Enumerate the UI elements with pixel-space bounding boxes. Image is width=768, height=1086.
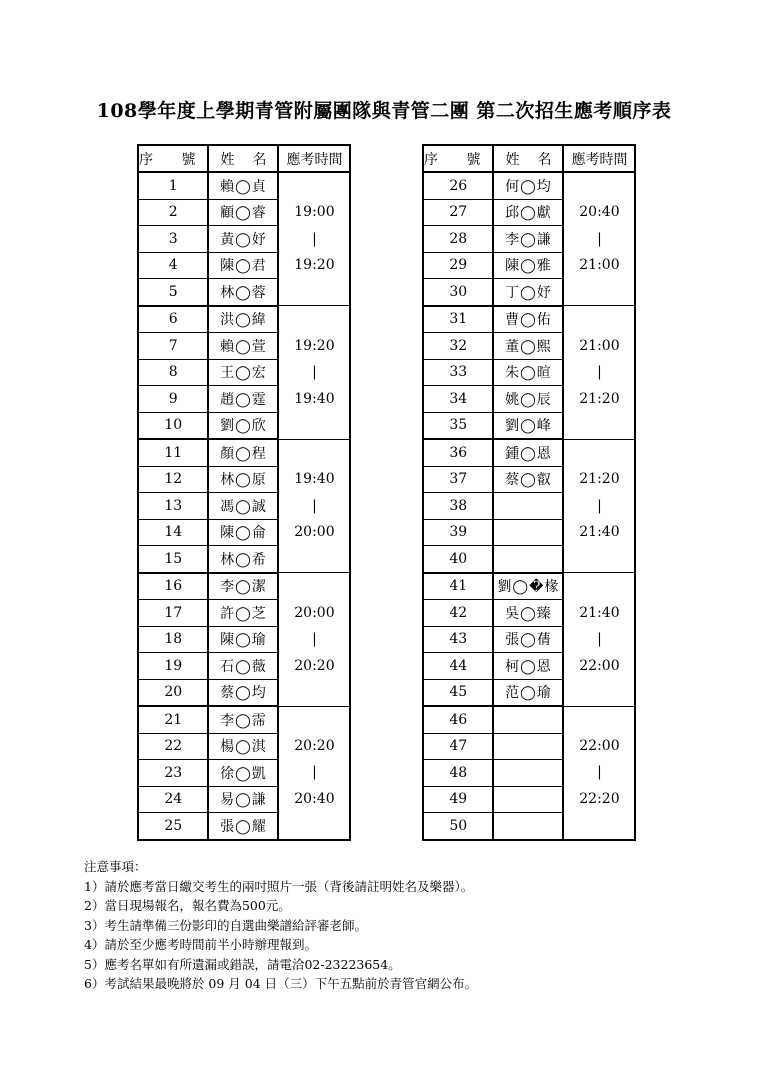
time-slot-cell bbox=[278, 573, 350, 707]
name-cell: 徐◯凱 bbox=[208, 760, 278, 787]
name-cell: 林◯蓉 bbox=[208, 279, 278, 306]
name-cell bbox=[493, 733, 563, 760]
seq-cell: 24 bbox=[138, 786, 208, 813]
time-end: 20:40 bbox=[294, 790, 335, 807]
name-cell bbox=[493, 519, 563, 546]
seq-cell: 39 bbox=[423, 519, 493, 546]
time-slot-cell bbox=[278, 439, 350, 573]
note-item: 5）應考名單如有所遺漏或錯誤，請電洽02-23223654。 bbox=[84, 956, 401, 972]
note-item: 3）考生請準備三份影印的自選曲樂譜給評審老師。 bbox=[84, 917, 367, 933]
seq-cell: 25 bbox=[138, 813, 208, 840]
time-start: 19:20 bbox=[294, 337, 335, 354]
seq-cell: 4 bbox=[138, 252, 208, 279]
time-separator: | bbox=[312, 631, 317, 647]
name-cell bbox=[493, 706, 563, 733]
time-slot-cell bbox=[563, 306, 635, 440]
name-cell: 董◯熙 bbox=[493, 333, 563, 360]
time-separator: | bbox=[312, 497, 317, 514]
time-separator: | bbox=[597, 230, 602, 247]
seq-cell: 28 bbox=[423, 226, 493, 253]
table-row bbox=[423, 306, 635, 333]
time-end: 22:20 bbox=[579, 790, 620, 807]
time-slot-cell bbox=[563, 706, 635, 840]
table-row bbox=[423, 706, 635, 733]
seq-cell: 11 bbox=[138, 439, 208, 466]
seq-cell: 32 bbox=[423, 333, 493, 360]
table-header-row bbox=[138, 145, 350, 172]
time-separator: | bbox=[597, 364, 602, 380]
seq-cell: 22 bbox=[138, 733, 208, 760]
seq-cell: 42 bbox=[423, 600, 493, 627]
time-separator: | bbox=[312, 364, 317, 380]
seq-cell: 46 bbox=[423, 706, 493, 733]
name-cell: 姚◯辰 bbox=[493, 386, 563, 413]
header-time: 應考時間 bbox=[278, 145, 350, 172]
seq-cell: 38 bbox=[423, 493, 493, 520]
seq-cell: 34 bbox=[423, 386, 493, 413]
time-slot-cell bbox=[563, 573, 635, 707]
seq-cell: 44 bbox=[423, 653, 493, 680]
name-cell: 李◯謙 bbox=[493, 226, 563, 253]
seq-cell: 19 bbox=[138, 653, 208, 680]
seq-cell: 16 bbox=[138, 573, 208, 600]
time-start: 21:00 bbox=[579, 337, 620, 354]
time-slot-cell bbox=[278, 172, 350, 306]
name-cell: 劉◯峰 bbox=[493, 412, 563, 439]
time-start: 19:40 bbox=[294, 471, 335, 487]
header-name-a: 姓 bbox=[505, 151, 520, 168]
seq-cell: 29 bbox=[423, 252, 493, 279]
name-cell: 李◯潔 bbox=[208, 573, 278, 600]
name-cell: 蔡◯叡 bbox=[493, 466, 563, 493]
header-name bbox=[493, 145, 563, 172]
header-seq: 序 號 bbox=[423, 145, 493, 172]
header-name bbox=[208, 145, 278, 172]
seq-cell: 7 bbox=[138, 333, 208, 360]
name-cell: 易◯謙 bbox=[208, 786, 278, 813]
time-start: 20:00 bbox=[294, 604, 335, 621]
time-end: 21:20 bbox=[579, 390, 620, 407]
seq-cell: 3 bbox=[138, 226, 208, 253]
table-header-row bbox=[423, 145, 635, 172]
time-separator: | bbox=[597, 497, 602, 514]
name-cell: 王◯宏 bbox=[208, 359, 278, 386]
name-cell: 陳◯瑜 bbox=[208, 626, 278, 653]
name-cell: 李◯霈 bbox=[208, 706, 278, 733]
table-row bbox=[138, 706, 350, 733]
name-cell bbox=[493, 546, 563, 573]
time-end: 22:00 bbox=[579, 657, 620, 674]
name-cell: 林◯希 bbox=[208, 546, 278, 573]
seq-cell: 21 bbox=[138, 706, 208, 733]
note-item: 4）請於至少應考時間前半小時辦理報到。 bbox=[84, 937, 317, 952]
name-cell: 蔡◯均 bbox=[208, 679, 278, 706]
name-cell: 楊◯淇 bbox=[208, 733, 278, 760]
table-row bbox=[138, 439, 350, 466]
header-name-b: 名 bbox=[537, 151, 552, 168]
header-name-a: 姓 bbox=[220, 151, 235, 168]
name-cell: 丁◯妤 bbox=[493, 279, 563, 306]
name-cell: 劉◯�椽 bbox=[493, 573, 563, 600]
time-separator: | bbox=[597, 764, 602, 781]
schedule-table-right bbox=[422, 144, 636, 841]
schedule-table-left bbox=[137, 144, 351, 841]
name-cell bbox=[493, 786, 563, 813]
name-cell: 賴◯貞 bbox=[208, 172, 278, 199]
seq-cell: 18 bbox=[138, 626, 208, 653]
seq-cell: 48 bbox=[423, 760, 493, 787]
note-item: 2）當日現場報名，報名費為500元。 bbox=[84, 898, 291, 913]
time-start: 22:00 bbox=[579, 737, 620, 754]
name-cell: 洪◯緯 bbox=[208, 306, 278, 333]
seq-cell: 6 bbox=[138, 306, 208, 333]
name-cell: 馮◯誠 bbox=[208, 493, 278, 520]
seq-cell: 1 bbox=[138, 172, 208, 199]
name-cell: 劉◯欣 bbox=[208, 412, 278, 439]
time-end: 19:20 bbox=[294, 257, 335, 274]
seq-cell: 37 bbox=[423, 466, 493, 493]
name-cell: 朱◯暄 bbox=[493, 359, 563, 386]
seq-cell: 26 bbox=[423, 172, 493, 199]
name-cell bbox=[493, 760, 563, 787]
time-end: 21:40 bbox=[579, 524, 620, 540]
seq-cell: 8 bbox=[138, 359, 208, 386]
name-cell: 黃◯妤 bbox=[208, 226, 278, 253]
seq-cell: 9 bbox=[138, 386, 208, 413]
seq-cell: 10 bbox=[138, 412, 208, 439]
table-row bbox=[138, 172, 350, 199]
name-cell: 石◯薇 bbox=[208, 653, 278, 680]
name-cell: 陳◯侖 bbox=[208, 519, 278, 546]
name-cell: 范◯瑜 bbox=[493, 679, 563, 706]
name-cell bbox=[493, 493, 563, 520]
table-row bbox=[138, 306, 350, 333]
time-slot-cell bbox=[563, 439, 635, 573]
seq-cell: 43 bbox=[423, 626, 493, 653]
seq-cell: 5 bbox=[138, 279, 208, 306]
seq-cell: 50 bbox=[423, 813, 493, 840]
seq-cell: 15 bbox=[138, 546, 208, 573]
name-cell: 何◯均 bbox=[493, 172, 563, 199]
time-start: 21:20 bbox=[579, 471, 620, 487]
time-end: 19:40 bbox=[294, 390, 335, 407]
time-start: 21:40 bbox=[579, 604, 620, 621]
time-start: 20:20 bbox=[294, 737, 335, 754]
table-row bbox=[138, 573, 350, 600]
seq-cell: 13 bbox=[138, 493, 208, 520]
name-cell: 曹◯佑 bbox=[493, 306, 563, 333]
name-cell: 邱◯獻 bbox=[493, 199, 563, 226]
seq-cell: 14 bbox=[138, 519, 208, 546]
time-separator: | bbox=[312, 230, 317, 247]
seq-cell: 33 bbox=[423, 359, 493, 386]
time-separator: | bbox=[597, 631, 602, 647]
seq-cell: 30 bbox=[423, 279, 493, 306]
header-time: 應考時間 bbox=[563, 145, 635, 172]
table-row bbox=[423, 439, 635, 466]
time-separator: | bbox=[312, 764, 317, 781]
seq-cell: 12 bbox=[138, 466, 208, 493]
name-cell: 顏◯程 bbox=[208, 439, 278, 466]
seq-cell: 36 bbox=[423, 439, 493, 466]
time-end: 21:00 bbox=[579, 257, 620, 274]
name-cell: 顧◯睿 bbox=[208, 199, 278, 226]
seq-cell: 31 bbox=[423, 306, 493, 333]
notes-heading: 注意事項： bbox=[84, 859, 147, 874]
table-row bbox=[423, 573, 635, 600]
name-cell: 張◯蒨 bbox=[493, 626, 563, 653]
name-cell: 林◯原 bbox=[208, 466, 278, 493]
notes-section bbox=[84, 857, 477, 994]
note-item: 1）請於應考當日繳交考生的兩吋照片一張（背後請註明姓名及樂器）。 bbox=[84, 878, 474, 894]
seq-cell: 47 bbox=[423, 733, 493, 760]
time-slot-cell bbox=[563, 172, 635, 306]
time-start: 20:40 bbox=[579, 204, 620, 221]
name-cell: 柯◯恩 bbox=[493, 653, 563, 680]
name-cell: 趙◯霆 bbox=[208, 386, 278, 413]
seq-cell: 49 bbox=[423, 786, 493, 813]
name-cell bbox=[493, 813, 563, 840]
seq-cell: 27 bbox=[423, 199, 493, 226]
time-slot-cell bbox=[278, 706, 350, 840]
header-name-b: 名 bbox=[252, 151, 267, 168]
name-cell: 鍾◯恩 bbox=[493, 439, 563, 466]
time-slot-cell bbox=[278, 306, 350, 440]
name-cell: 吳◯臻 bbox=[493, 600, 563, 627]
header-seq: 序 號 bbox=[138, 145, 208, 172]
note-item: 6）考試結果最晚將於 09 月 04 日（三）下午五點前於青管官網公布。 bbox=[84, 976, 478, 991]
name-cell: 陳◯君 bbox=[208, 252, 278, 279]
seq-cell: 41 bbox=[423, 573, 493, 600]
seq-cell: 20 bbox=[138, 679, 208, 706]
table-row bbox=[423, 172, 635, 199]
seq-cell: 35 bbox=[423, 412, 493, 439]
page-title: 108學年度上學期青管附屬團隊與青管二團 第二次招生應考順序表 bbox=[96, 100, 672, 122]
name-cell: 許◯芝 bbox=[208, 600, 278, 627]
name-cell: 賴◯萱 bbox=[208, 333, 278, 360]
seq-cell: 40 bbox=[423, 546, 493, 573]
time-end: 20:00 bbox=[294, 524, 335, 540]
seq-cell: 2 bbox=[138, 199, 208, 226]
time-start: 19:00 bbox=[294, 204, 335, 221]
seq-cell: 23 bbox=[138, 760, 208, 787]
name-cell: 張◯耀 bbox=[208, 813, 278, 840]
time-end: 20:20 bbox=[294, 657, 335, 674]
seq-cell: 45 bbox=[423, 679, 493, 706]
name-cell: 陳◯雅 bbox=[493, 252, 563, 279]
seq-cell: 17 bbox=[138, 600, 208, 627]
